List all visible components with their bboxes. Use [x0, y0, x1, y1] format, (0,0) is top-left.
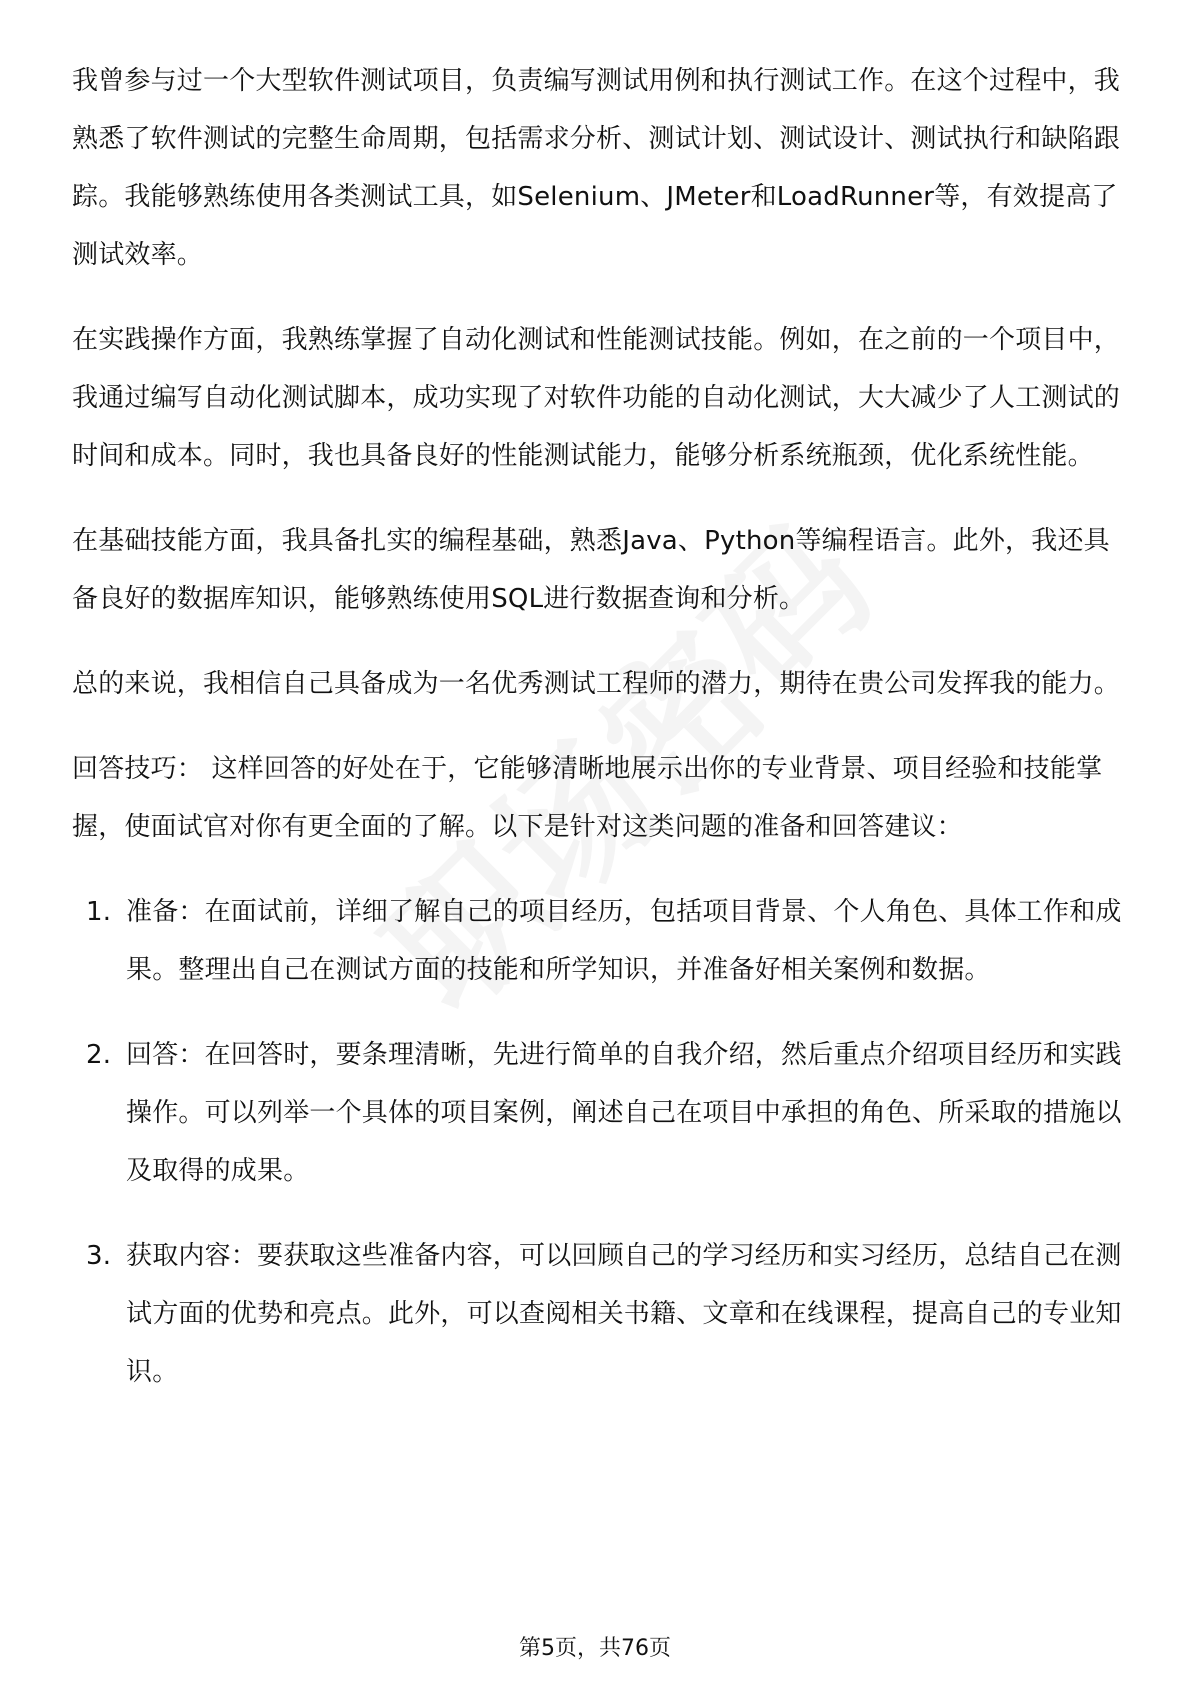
paragraph-practical-skills: 在实践操作方面，我熟练掌握了自动化测试和性能测试技能。例如，在之前的一个项目中，我通过编写自动化测试脚本，成功实现了对软件功能的自动化测试，大大减少了人工测试的时间和成本。同时，我也具备良好的性能测试能力，能够分析系统瓶颈，优化系统性能。 — [72, 325, 1121, 471]
document-body — [72, 52, 1124, 1428]
list-item-text: 回答：在回答时，要条理清晰，先进行简单的自我介绍，然后重点介绍项目经历和实践操作。可以列举一个具体的项目案例，阐述自己在项目中承担的角色、所采取的措施以及取得的成果。 — [126, 1040, 1122, 1186]
paragraph-answer-tips: 回答技巧： 这样回答的好处在于，它能够清晰地展示出你的专业背景、项目经验和技能掌握，使面试官对你有更全面的了解。以下是针对这类问题的准备和回答建议： — [72, 754, 1103, 842]
list-item-text: 准备：在面试前，详细了解自己的项目经历，包括项目背景、个人角色、具体工作和成果。整理出自己在测试方面的技能和所学知识，并准备好相关案例和数据。 — [126, 897, 1122, 985]
list-item-number: 2. — [86, 1040, 112, 1070]
list-item-number: 3. — [86, 1241, 112, 1271]
list-item — [72, 1026, 1124, 1200]
page-number: 第5页，共76页 — [519, 1636, 671, 1661]
advice-list — [72, 883, 1124, 1401]
list-item — [72, 1227, 1124, 1401]
paragraph-summary: 总的来说，我相信自己具备成为一名优秀测试工程师的潜力，期待在贵公司发挥我的能力。 — [72, 669, 1121, 699]
list-item — [72, 883, 1124, 999]
list-item-text: 获取内容：要获取这些准备内容，可以回顾自己的学习经历和实习经历，总结自己在测试方面的优势和亮点。此外，可以查阅相关书籍、文章和在线课程，提高自己的专业知识。 — [126, 1241, 1122, 1387]
list-item-number: 1. — [86, 897, 112, 927]
paragraph-project-experience: 我曾参与过一个大型软件测试项目，负责编写测试用例和执行测试工作。在这个过程中，我熟悉了软件测试的完整生命周期，包括需求分析、测试计划、测试设计、测试执行和缺陷跟踪。我能够熟练使用各类测试工具，如Selenium、JMeter和LoadRunner等，有效提高了测试效率。 — [72, 66, 1121, 270]
paragraph-basic-skills: 在基础技能方面，我具备扎实的编程基础，熟悉Java、Python等编程语言。此外，我还具备良好的数据库知识，能够熟练使用SQL进行数据查询和分析。 — [72, 526, 1110, 614]
